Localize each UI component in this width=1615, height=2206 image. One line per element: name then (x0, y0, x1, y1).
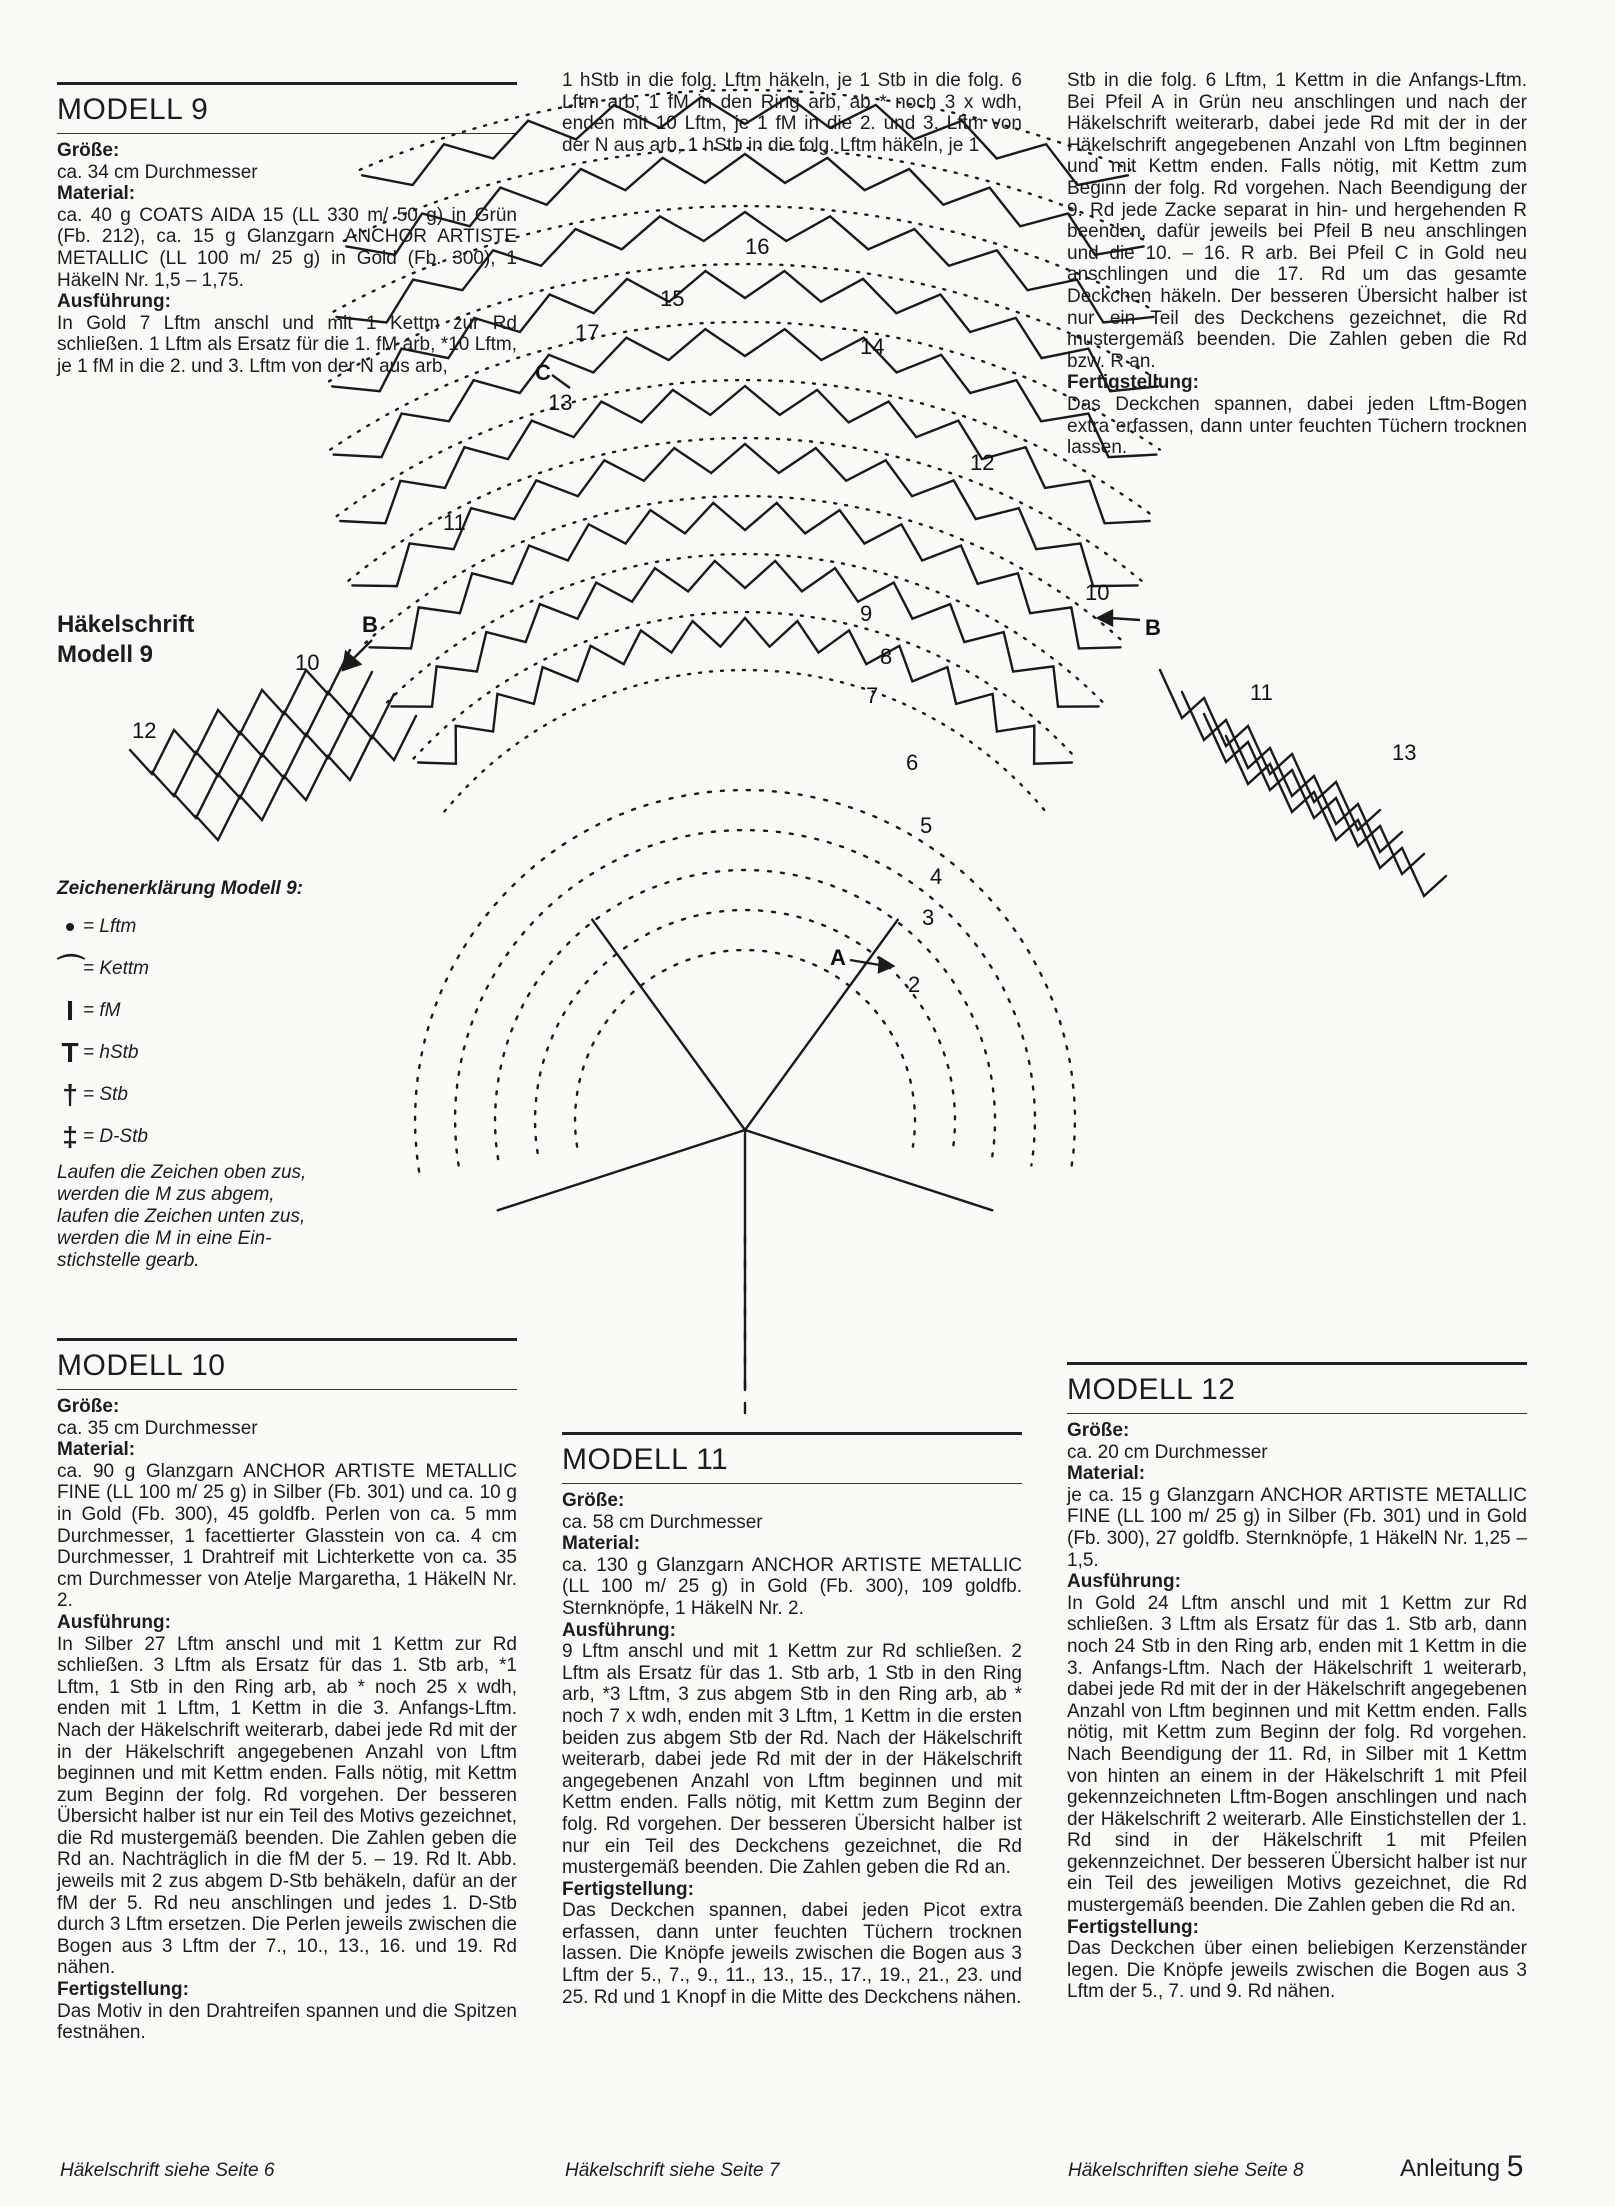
legend-label: = hStb (83, 1042, 139, 1063)
row-label-5: 5 (920, 813, 933, 838)
modell-10-groesse: ca. 35 cm Durchmesser (57, 1417, 258, 1439)
modell-12-header (1067, 1362, 1527, 1407)
column-right-lower (1067, 1362, 1527, 2003)
modell-11-fertig-label: Fertigstellung: (562, 1878, 694, 1900)
row-label-10: 10 (1085, 580, 1110, 605)
modell-9-groesse-label: Größe: (57, 140, 120, 161)
modell-9-continued: 1 hStb in die folg. Lftm häkeln, je 1 Stb in die folg. 6 Lftm arb, 1 fM in den Ring arb, ab * noch 3 x wdh, enden mit 10 Lftm, je 1 fM in die 2. und 3. Lftm von der N aus arb, 1 hStb in die folg. Lftm häkeln, je 1 (562, 70, 1022, 156)
round-arc (575, 950, 915, 1147)
stitch-zigzag (370, 503, 1121, 649)
legend-symbol: • (65, 911, 75, 942)
modell-12-fertig: Das Deckchen über einen beliebigen Kerzenständer legen. Die Knöpfe jeweils zwischen die Bogen aus 3 Lftm der 5., 7. und 9. Rd nähen. (1067, 1938, 1527, 2003)
diagram-title-line2: Modell 9 (57, 641, 154, 668)
legend-symbol: I (66, 995, 74, 1026)
legend-label: = Lftm (83, 916, 137, 937)
modell-12-material: je ca. 15 g Glanzgarn ANCHOR ARTISTE METALLIC FINE (LL 100 m/ 25 g) in Silber (Fb. 301) und in Gold (Fb. 300), 27 goldfb. Sternknöpfe, 1 HäkelN Nr. 1,25 – 1,5. (1067, 1484, 1527, 1571)
page-label: Anleitung (1400, 2155, 1501, 2182)
star-spoke (498, 1130, 745, 1210)
legend-item (57, 948, 357, 990)
modell-12-material-label: Material: (1067, 1463, 1146, 1485)
row-label-17: 17 (575, 320, 600, 345)
left-wing-zigzag (196, 716, 416, 840)
diagram-arrows (343, 375, 1140, 972)
modell-11-ausfuehrung: 9 Lftm anschl und mit 1 Kettm zur Rd schließen. 2 Lftm als Ersatz für das 1. Stb arb, 1 Stb in den Ring arb, *3 Lftm, 3 zus abgem Stb in den Ring arb, ab * noch 7 x wdh, enden mit 3 Lftm, 1 Kettm in die ersten beiden zus abgem Stb der Rd. Nach der Häkelschrift weiterarb, dabei jede Rd mit der in der Häkelschrift angegebenen Anzahl von Lftm beginnen und mit Kettm enden. Falls nötig, mit Kettm zum Beginn der folg. Rd vorgehen. Der besseren Übersicht halber ist nur ein Teil des Deckchens gezeichnet, die Rd mustergemäß beenden. Die Zahlen geben die Rd an. (562, 1641, 1022, 1879)
arrow-label-b-right: B (1145, 615, 1161, 640)
stitch-zigzag (352, 444, 1137, 586)
row-label-14: 14 (860, 334, 885, 359)
divider (57, 1389, 517, 1390)
star-spoke (745, 920, 898, 1130)
stitch-zigzag (418, 618, 1072, 764)
row-label-12-left: 12 (132, 718, 157, 743)
legend-note-line: stichstelle gearb. (57, 1250, 200, 1271)
row-label-8: 8 (880, 644, 893, 669)
modell-10-material-label: Material: (57, 1439, 136, 1461)
legend-title: Zeichenerklärung Modell 9: (57, 878, 303, 899)
row-label-15: 15 (660, 286, 685, 311)
row-label-11: 11 (443, 510, 466, 535)
legend (57, 878, 357, 1272)
arrow-label-a: A (830, 945, 846, 970)
modell-9-fertig-label: Fertigstellung: (1067, 372, 1199, 394)
modell-10-ausfuehrung: In Silber 27 Lftm anschl und mit 1 Kettm zur Rd schließen. 3 Lftm als Ersatz für das 1. Stb arb, *1 Lftm, 1 Stb in den Ring arb, ab * noch 25 x wdh, enden mit 1 Lftm, 1 Kettm in die 3. Anfangs-Lftm. Nach der Häkelschrift weiterarb, dabei jede Rd mit der in der Häkelschrift angegebenen Anzahl von Lftm beginnen und mit Kettm enden. Falls nötig, mit Kettm zum Beginn der folg. Rd vorgehen. Der besseren Übersicht halber ist nur ein Teil des Motivs gezeichnet, die Rd mustergemäß beenden. Die Zahlen geben die Rd an. Nachträglich in die fM der 5. – 19. Rd lt. Abb. jeweils mit 2 zus abgem D-Stb behäkeln, dafür an der fM der 5. Rd neu anschlingen und jedes 1. D-Stb durch 3 Lftm ersetzen. Die Perlen jeweils zwischen die Bogen aus 3 Lftm der 7., 10., 13., 16. und 19. Rd nähen. (57, 1633, 517, 1979)
row-label-13: 13 (548, 390, 573, 415)
legend-symbol: † (62, 1079, 78, 1110)
modell-10-title: MODELL 10 (57, 1349, 226, 1382)
modell-10-fertig: Das Motiv in den Drahtreifen spannen und die Spitzen festnähen. (57, 2000, 517, 2044)
legend-label: = Kettm (83, 958, 149, 979)
modell-11-title: MODELL 11 (562, 1443, 729, 1476)
row-label-11-right: 11 (1250, 680, 1273, 705)
modell-12-ausfuehrung-label: Ausführung: (1067, 1571, 1181, 1593)
diagram-title (57, 610, 194, 670)
left-wing-zigzag (152, 672, 372, 796)
modell-9-title: MODELL 9 (57, 93, 209, 126)
row-label-4: 4 (930, 864, 943, 889)
chain-arc (349, 438, 1142, 581)
legend-label: = Stb (83, 1084, 128, 1105)
round-arc (535, 910, 955, 1153)
legend-note-line: Laufen die Zeichen oben zus, (57, 1162, 307, 1183)
round-arc (495, 870, 995, 1159)
modell-12-fertig-label: Fertigstellung: (1067, 1916, 1199, 1938)
row-label-9: 9 (860, 601, 873, 626)
star-spoke (592, 920, 745, 1130)
modell-10-header (57, 1338, 517, 1383)
modell-10-material: ca. 90 g Glanzgarn ANCHOR ARTISTE METALLIC FINE (LL 100 m/ 25 g) in Silber (Fb. 301) und ca. 10 g in Gold (Fb. 300), 45 goldfb. Perlen von ca. 5 mm Durchmesser, 1 facettierter Glasstein von ca. 4 cm Durchmesser, 1 Drahtreif mit Lichterkette von ca. 35 cm Durchmesser von Atelje Margaretha, 1 HäkelN Nr. 2. (57, 1460, 517, 1612)
column-middle-lower (562, 1432, 1022, 2008)
right-wing-zigzag (1226, 736, 1446, 896)
page-number-value: 5 (1506, 2150, 1524, 2183)
chain-arc (337, 380, 1154, 516)
column-left (57, 82, 517, 378)
column-right-top (1067, 70, 1527, 459)
stitch-zigzag (391, 561, 1098, 707)
legend-label: = fM (83, 1000, 121, 1021)
row-label-12: 12 (970, 450, 995, 475)
stitch-zigzag (340, 386, 1149, 523)
legend-items (57, 906, 357, 1158)
modell-12-groesse: ca. 20 cm Durchmesser (1067, 1441, 1268, 1463)
modell-11-material-label: Material: (562, 1533, 641, 1555)
chain-arc (365, 496, 1124, 643)
round-arc (455, 830, 1035, 1165)
modell-10-groesse-label: Größe: (57, 1396, 120, 1417)
chain-arc (414, 612, 1077, 759)
legend-note-line: laufen die Zeichen unten zus, (57, 1206, 306, 1227)
divider (1067, 1413, 1527, 1414)
legend-label: = D-Stb (83, 1126, 148, 1147)
right-wing-zigzag (1182, 692, 1402, 852)
modell-9-ausfuehrung: In Gold 7 Lftm anschl und mit 1 Kettm zur Rd schließen. 1 Lftm als Ersatz für die 1. fM arb, *10 Lftm, je 1 fM in die 2. und 3. Lftm von der N aus arb, (57, 312, 517, 377)
modell-11-groesse-label: Größe: (562, 1490, 625, 1511)
modell-9-fertig: Das Deckchen spannen, dabei jeden Lftm-Bogen extra erfassen, dann unter feuchten Tüchern trocknen lassen. (1067, 393, 1527, 459)
legend-item (57, 906, 357, 948)
arrow-label-c: C (535, 360, 551, 385)
legend-item (57, 1032, 357, 1074)
modell-9-material-label: Material: (57, 183, 136, 205)
legend-item (57, 1074, 357, 1116)
column-middle-top (562, 70, 1022, 156)
page-number (1400, 2150, 1523, 2184)
modell-12-ausfuehrung: In Gold 24 Lftm anschl und mit 1 Kettm zur Rd schließen. 3 Lftm als Ersatz für das 1. Stb arb, dann noch 24 Stb in den Ring arb, enden mit 1 Kettm in die 3. Anfangs-Lftm. Nach der Häkelschrift 1 weiterarb, dabei jede Rd mit der in der Häkelschrift angegebenen Anzahl von Lftm beginnen und mit Kettm enden. Falls nötig, mit Kettm zum Beginn der folg. Rd vorgehen. Nach Beendigung der 11. Rd, in Silber mit 1 Kettm von hinten an einem in der Häkelschrift 1 mit Pfeil gekennzeichneten Lftm-Bogen anschlingen und nach der Häkelschrift 2 weiterarb. Alle Einstichstellen der 1. Rd sind in der Häkelschrift 1 mit Pfeilen gekennzeichnet. Der besseren Übersicht halber ist nur ein Teil des jeweiligen Motivs gezeichnet, die Rd mustergemäß beenden. Die Zahlen geben die Rd an. (1067, 1592, 1527, 1917)
modell-11-groesse: ca. 58 cm Durchmesser (562, 1511, 763, 1533)
footer-middle: Häkelschrift siehe Seite 7 (565, 2160, 780, 2181)
legend-note-line: werden die M zus abgem, (57, 1184, 275, 1205)
modell-12-groesse-label: Größe: (1067, 1420, 1130, 1441)
diagram-spokes (415, 790, 1075, 1420)
modell-9-material: ca. 40 g COATS AIDA 15 (LL 330 m/ 50 g) in Grün (Fb. 212), ca. 15 g Glanzgarn ANCHOR ARTISTE METALLIC (LL 100 m/ 25 g) in Gold (Fb. 300), 1 HäkelN Nr. 1,5 – 1,75. (57, 204, 517, 291)
modell-11-ausfuehrung-label: Ausführung: (562, 1619, 676, 1641)
row-label-16: 16 (745, 234, 770, 259)
modell-9-groesse: ca. 34 cm Durchmesser (57, 161, 258, 183)
modell-10-fertig-label: Fertigstellung: (57, 1979, 189, 2001)
legend-symbol: T (61, 1037, 79, 1068)
row-label-2: 2 (908, 972, 921, 997)
legend-item (57, 990, 357, 1032)
modell-12-title: MODELL 12 (1067, 1373, 1236, 1406)
legend-item (57, 1116, 357, 1158)
modell-9-continued-2: Stb in die folg. 6 Lftm, 1 Kettm in die Anfangs-Lftm. Bei Pfeil A in Grün neu anschlingen und nach der Häkelschrift weiterarb, dabei jede Rd mit der in der Häkelschrift angegebenen Anzahl von Lftm beginnen und mit Kettm enden. Falls nötig, mit Kettm zum Beginn der folg. Rd vorgehen. Nach Beendigung der 9. Rd jede Zacke separat in hin- und hergehenden R beenden, dafür jeweils bei Pfeil B neu anschlingen und die 10. – 16. R arb. Bei Pfeil C in Gold neu anschlingen und die 17. Rd um das gesamte Deckchen häkeln. Der besseren Übersicht halber ist nur ein Teil des Deckchens gezeichnet, die Rd mustergemäß beenden. Die Zahlen geben die Rd bzw. R an. (1067, 70, 1527, 372)
footer-left: Häkelschrift siehe Seite 6 (60, 2160, 275, 2181)
chain-arc (387, 554, 1103, 702)
modell-11-material: ca. 130 g Glanzgarn ANCHOR ARTISTE METALLIC (LL 100 m/ 25 g) in Gold (Fb. 300), 109 goldfb. Sternknöpfe, 1 HäkelN Nr. 2. (562, 1554, 1022, 1619)
divider (57, 133, 517, 134)
modell-9-header (57, 82, 517, 127)
modell-11-fertig: Das Deckchen spannen, dabei jeden Picot extra erfassen, dann unter feuchten Tüchern trocknen lassen. Die Knöpfe jeweils zwischen die Bogen aus 3 Lftm der 5., 7., 9., 11., 13., 15., 17., 19., 21., 23. und 25. Rd und 1 Knopf in die Mitte des Deckchens nähen. (562, 1900, 1022, 2008)
arrow-label-b-left: B (362, 612, 378, 637)
star-spoke (745, 1130, 992, 1210)
footer-right: Häkelschriften siehe Seite 8 (1068, 2160, 1304, 2181)
modell-11-header (562, 1432, 1022, 1477)
row-label-10-left: 10 (295, 650, 320, 675)
divider (562, 1483, 1022, 1484)
diagram-title-line1: Häkelschrift (57, 611, 195, 638)
row-label-6: 6 (906, 750, 919, 775)
row-label-7: 7 (866, 683, 879, 708)
right-wing-zigzag (1204, 714, 1424, 874)
legend-symbol: ⌒ (57, 953, 86, 984)
row-label-3: 3 (922, 905, 935, 930)
right-wing-zigzag (1160, 670, 1380, 830)
chain-arc (445, 670, 1046, 811)
legend-note-line: werden die M in eine Ein- (57, 1228, 272, 1249)
round-arc (415, 790, 1075, 1172)
row-label-13-right: 13 (1392, 740, 1417, 765)
column-left-lower (57, 1338, 517, 2044)
legend-note (57, 1162, 357, 1272)
modell-9-ausfuehrung-label: Ausführung: (57, 291, 171, 313)
modell-10-ausfuehrung-label: Ausführung: (57, 1611, 171, 1633)
left-wing-zigzag (174, 694, 394, 818)
legend-symbol: ‡ (62, 1121, 78, 1152)
